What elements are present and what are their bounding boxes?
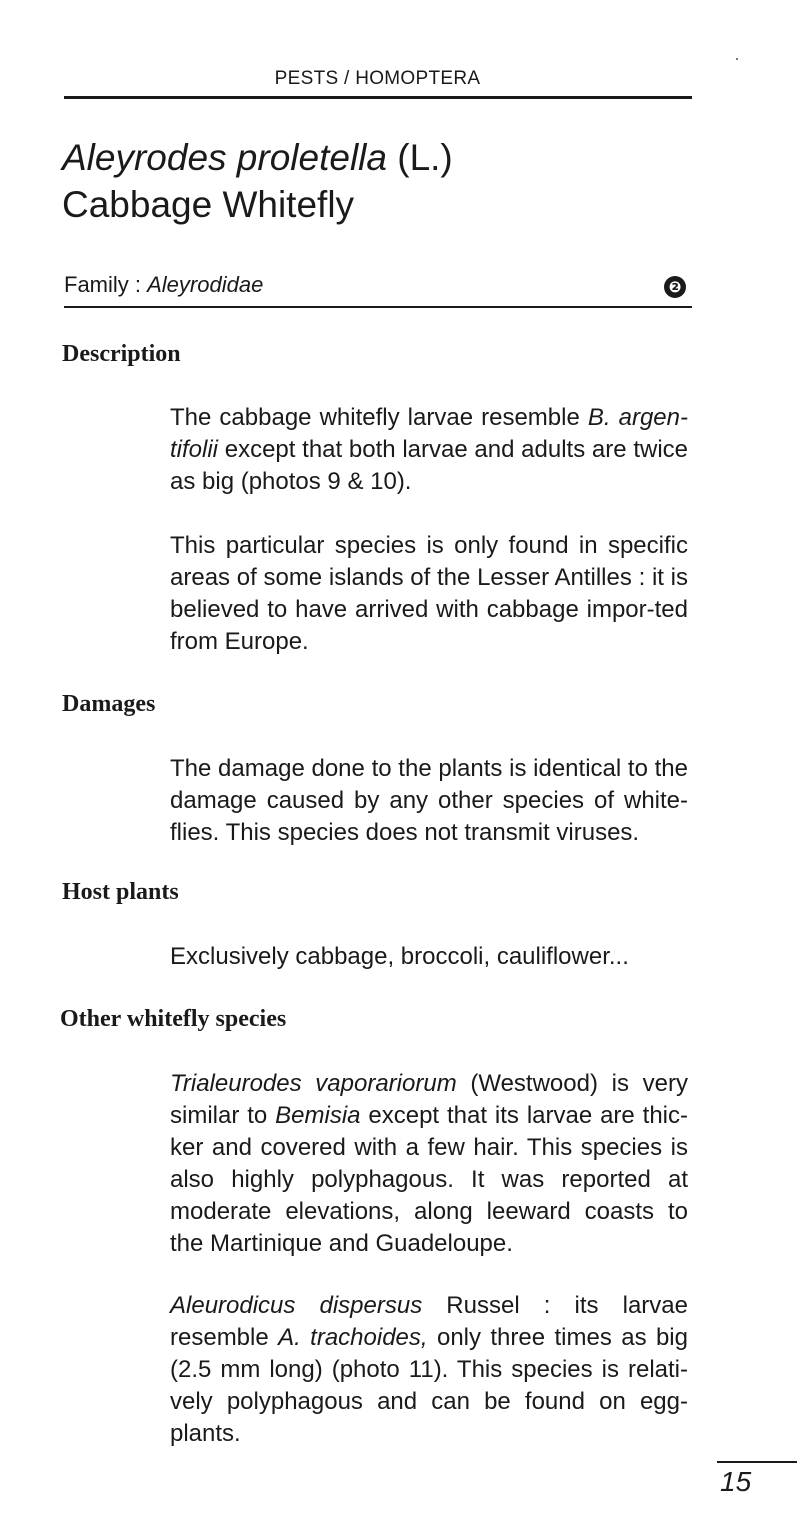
species-author: (L.) [397,137,453,178]
family-row [64,272,692,306]
running-head: PESTS / HOMOPTERA [274,68,481,89]
text-run: Russel : its larvae resemble [170,1292,688,1351]
scan-speck [736,58,738,60]
scientific-name: Aleyrodes proletella [62,137,387,178]
text-run: The cabbage whitefly larvae resemble [170,404,588,431]
other-whitefly-paragraph-2 [170,1290,688,1450]
text-run: except that both larvae and adults are twice as big (photos 9 & 10). [170,436,688,495]
page-number-rule [717,1461,797,1463]
species-scientific-title [62,136,453,180]
damages-paragraph: The damage done to the plants is identical to the damage caused by any other species of white-flies. This species does not transmit viruses. [170,755,688,846]
description-paragraph-1 [170,402,688,498]
sheet-number-badge: ❷ [664,276,686,298]
text-run: except that its larvae are thic-ker and covered with a few hair. This species is also highly polyphagous. It was reported at moderate elevations, along leeward coasts to the Martinique and Guadeloupe. [170,1102,688,1257]
species-name: A. trachoides, [278,1324,428,1351]
description-paragraph-2: This particular species is only found in specific areas of some islands of the Lesser Antilles : it is believed to have arrived with cabbage impor-ted from Europe. [170,532,688,655]
host-plants-paragraph: Exclusively cabbage, broccoli, cauliflower... [170,943,629,970]
species-name: Trialeurodes vaporariorum [170,1070,457,1097]
family-label: Family : [64,272,141,297]
text-run: only three times as big (2.5 mm long) (photo 11). This species is relati-vely polyphagous and can be found on egg-plants. [170,1324,688,1447]
family-name: Aleyrodidae [147,272,264,297]
other-whitefly-paragraph-1 [170,1068,688,1260]
description-heading: Description [62,341,181,367]
damages-heading: Damages [62,691,156,717]
text-run: (Westwood) is very similar to [170,1070,688,1129]
header-rule [64,96,692,99]
host-plants-heading: Host plants [62,879,179,905]
species-name: Bemisia [275,1102,361,1129]
species-name: Aleurodicus dispersus [170,1292,423,1319]
family-rule [64,306,692,308]
species-common-name: Cabbage Whitefly [62,184,355,225]
page-number: 15 [720,1466,752,1497]
other-whitefly-heading: Other whitefly species [60,1006,287,1032]
species-name: B. argen-tifolii [170,404,688,463]
